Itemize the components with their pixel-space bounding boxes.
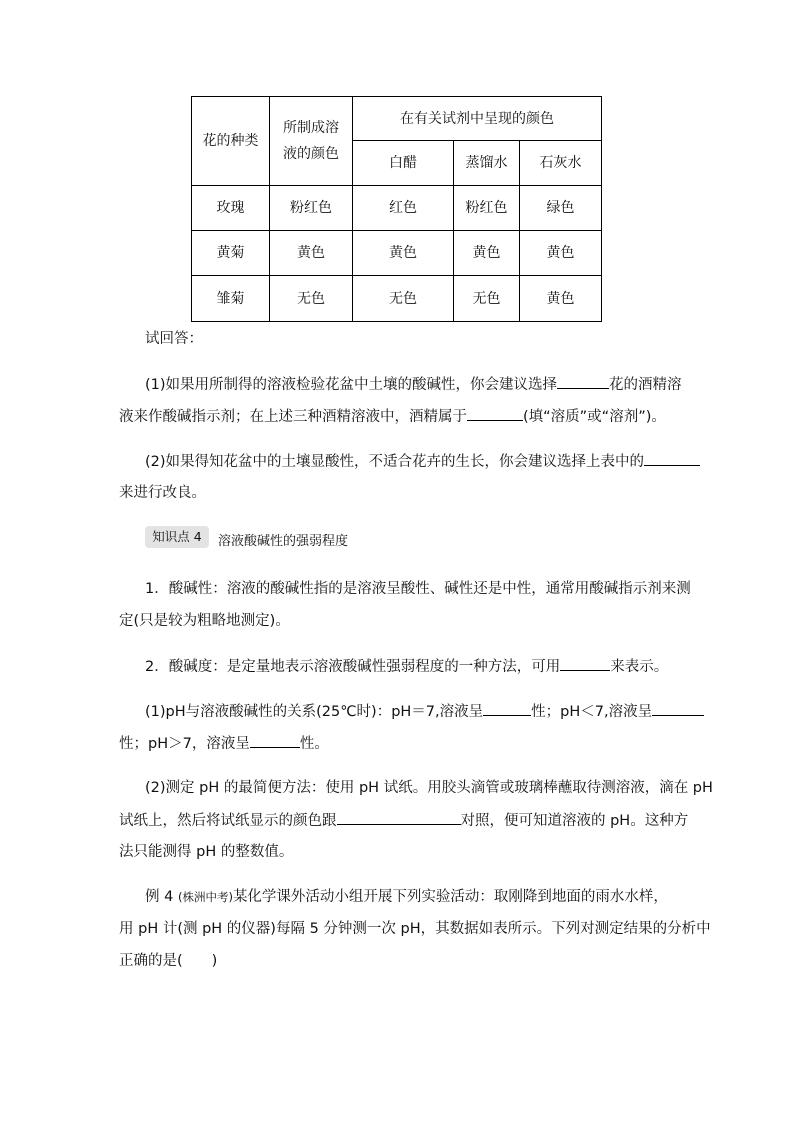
ph-method-line-3: 法只能测得 pH 的整数值。 [119, 844, 294, 860]
table-cell: 无色 [353, 276, 454, 322]
table-cell: 绿色 [520, 186, 602, 231]
item-1-line-2: 定(只是较为粗略地测定)。 [119, 613, 290, 629]
example-line-2: 用 pH 计(测 pH 的仪器)每隔 5 分钟测一次 pH，其数据如表所示。下列对测定结果的分析中 [119, 921, 711, 937]
table-row [192, 276, 602, 322]
ph-relation-line-1: (1)pH与溶液酸碱性的关系(25℃时)：pH＝7,溶液呈 性；pH＜7,溶液呈 [145, 701, 704, 722]
answer-blank[interactable] [557, 374, 609, 389]
answer-blank[interactable] [652, 701, 704, 716]
question-1-line-1: (1)如果用所制得的溶液检验花盆中土壤的酸碱性，你会建议选择 花的酒精溶 [145, 374, 682, 395]
table-cell: 雏菊 [192, 276, 270, 322]
example-line-1: 例 4 (株洲中考)某化学课外活动小组开展下列实验活动：取刚降到地面的雨水水样， [145, 889, 668, 905]
example-label: 例 4 [145, 889, 174, 905]
question-2-line-1: (2)如果得知花盆中的土壤显酸性，不适合花卉的生长，你会建议选择上表中的 [145, 451, 700, 472]
table-cell: 粉红色 [270, 186, 353, 231]
answer-blank[interactable] [560, 656, 610, 671]
table-cell: 无色 [270, 276, 353, 322]
answer-blank[interactable] [337, 810, 461, 825]
example-source: (株洲中考) [177, 890, 233, 904]
flower-color-table [191, 96, 602, 322]
table-cell: 黄色 [520, 276, 602, 322]
table-cell: 黄色 [454, 231, 520, 276]
answer-blank[interactable] [483, 701, 531, 716]
question-2-line-2: 来进行改良。 [119, 485, 206, 501]
table-cell: 无色 [454, 276, 520, 322]
ph-method-line-1: (2)测定 pH 的最简便方法：使用 pH 试纸。用胶头滴管或玻璃棒蘸取待测溶液，滴在 pH [145, 780, 713, 796]
table-row [192, 186, 602, 231]
header-reagent: 蒸馏水 [454, 141, 520, 186]
header-reagent: 白醋 [353, 141, 454, 186]
example-line-3: 正确的是( ) [119, 953, 218, 969]
table-cell: 粉红色 [454, 186, 520, 231]
answer-blank[interactable] [644, 451, 700, 466]
table-cell: 黄色 [270, 231, 353, 276]
header-reagent: 石灰水 [520, 141, 602, 186]
table-cell: 黄色 [520, 231, 602, 276]
item-2-line: 2．酸碱度：是定量地表示溶液酸碱性强弱程度的一种方法，可用 来表示。 [145, 656, 668, 677]
table-cell: 黄色 [353, 231, 454, 276]
answer-blank[interactable] [467, 406, 523, 421]
question-prompt: 试回答： [145, 331, 203, 347]
knowledge-point-title: 溶液酸碱性的强弱程度 [218, 534, 349, 549]
question-1-line-2: 液来作酸碱指示剂；在上述三种酒精溶液中，酒精属于 (填“溶质”或“溶剂”)。 [119, 406, 666, 427]
ph-relation-line-2: 性；pH＞7，溶液呈 性。 [119, 733, 329, 754]
table-row [192, 231, 602, 276]
answer-blank[interactable] [250, 733, 300, 748]
table-cell: 红色 [353, 186, 454, 231]
table-cell: 玫瑰 [192, 186, 270, 231]
knowledge-point-badge: 知识点 4 [145, 526, 209, 548]
table-cell: 黄菊 [192, 231, 270, 276]
ph-method-line-2: 试纸上，然后将试纸显示的颜色跟 对照，便可知道溶液的 pH。这种方 [119, 810, 688, 831]
header-reagent-group: 在有关试剂中呈现的颜色 [353, 97, 602, 141]
header-flower-type: 花的种类 [192, 97, 270, 186]
item-1-line-1: 1．酸碱性：溶液的酸碱性指的是溶液呈酸性、碱性还是中性，通常用酸碱指示剂来测 [145, 581, 691, 597]
header-solution-color: 所制成溶 液的颜色 [270, 97, 353, 186]
